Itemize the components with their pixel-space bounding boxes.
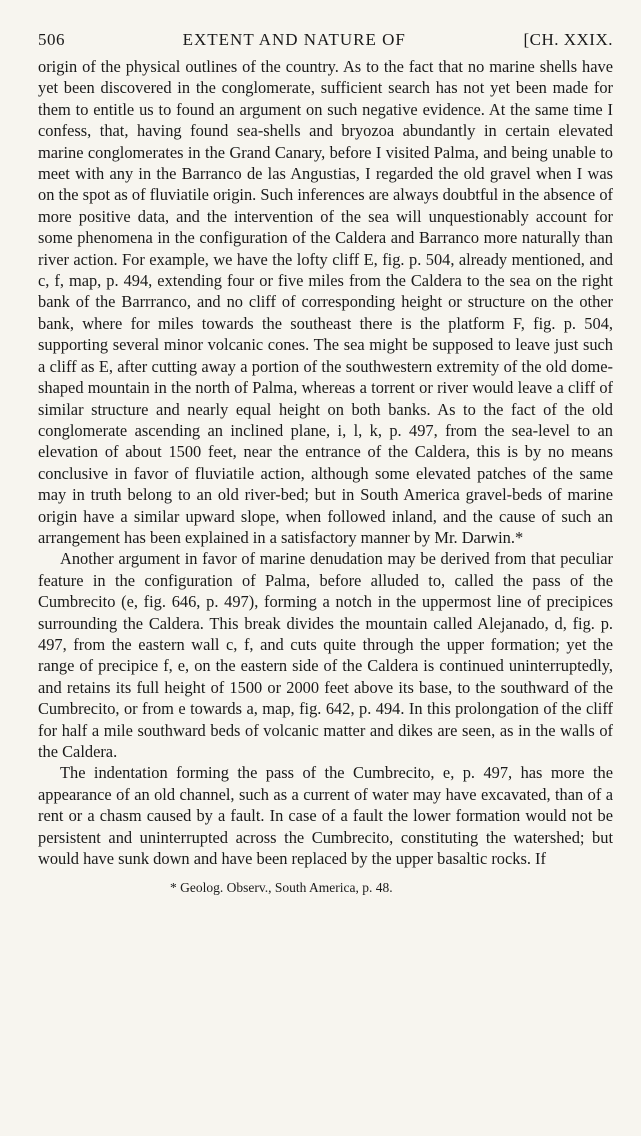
running-title: EXTENT AND NATURE OF [182,30,406,49]
body-text [38,56,613,869]
running-head [38,30,613,50]
chapter-label: [CH. XXIX. [523,30,613,49]
paragraph-1: origin of the physical outlines of the country. As to the fact that no marine shells have yet been discovered in the conglomerate, sufficient search has not yet been made for them to entitle us to found an argument on such negative evidence. At the same time I confess, that, having found sea-shells and bryozoa abundantly in certain elevated marine conglomerates in the Grand Canary, before I visited Palma, and being unable to meet with any in the Barranco de las Angustias, I regarded the old gravel when I was on the spot as of fluviatile origin. Such inferences are always doubtful in the absence of more positive data, and the intervention of the sea will unquestionably account for some phenomena in the configuration of the Caldera and Barranco more naturally than river action. For example, we have the lofty cliff E, fig. p. 504, already mentioned, and c, f, map, p. 494, extending four or five miles from the Caldera to the sea on the right bank of the Barrranco, and no cliff of corresponding height or structure on the other bank, where for miles towards the southeast there is the platform F, fig. p. 504, supporting several minor volcanic cones. The sea might be supposed to leave just such a cliff as E, after cutting away a portion of the southwestern extremity of the old dome-shaped mountain in the north of Palma, whereas a torrent or river would leave a cliff of similar structure and nearly equal height on both banks. As to the fact of the old conglomerate ascending an inclined plane, i, l, k, p. 497, from the sea-level to an elevation of about 1500 feet, near the entrance of the Caldera, this is by no means conclusive in favor of fluviatile action, although some elevated patches of the same may in truth belong to an old river-bed; but in South America gravel-beds of marine origin have a similar upward slope, when followed inland, and the cause of such an arrangement has been explained in a satisfactory manner by Mr. Darwin.* [38,57,613,547]
footnote: * Geolog. Observ., South America, p. 48. [170,880,393,896]
paragraph-3: The indentation forming the pass of the Cumbrecito, e, p. 497, has more the appearance of an old channel, such as a current of water may have excavated, than of a rent or a chasm caused by a fault. In case of a fault the lower formation would not be persistent and uninterrupted across the Cumbrecito, constituting the watershed; but would have sunk down and have been replaced by the upper basaltic rocks. If [38,763,613,869]
page-number: 506 [38,30,65,49]
paragraph-2: Another argument in favor of marine denudation may be derived from that peculiar feature in the configuration of Palma, before alluded to, called the pass of the Cumbrecito (e, fig. 646, p. 497), forming a notch in the uppermost line of precipices surrounding the Caldera. This break divides the mountain called Alejanado, d, fig. p. 497, from the eastern wall c, f, and cuts quite through the upper formation; yet the range of precipice f, e, on the eastern side of the Caldera is continued uninterruptedly, and retains its full height of 1500 or 2000 feet above its base, to the southward of the Cumbrecito, or from e towards a, map, fig. 642, p. 494. In this prolongation of the cliff for half a mile southward beds of volcanic matter and dikes are seen, as in the walls of the Caldera. [38,549,613,761]
